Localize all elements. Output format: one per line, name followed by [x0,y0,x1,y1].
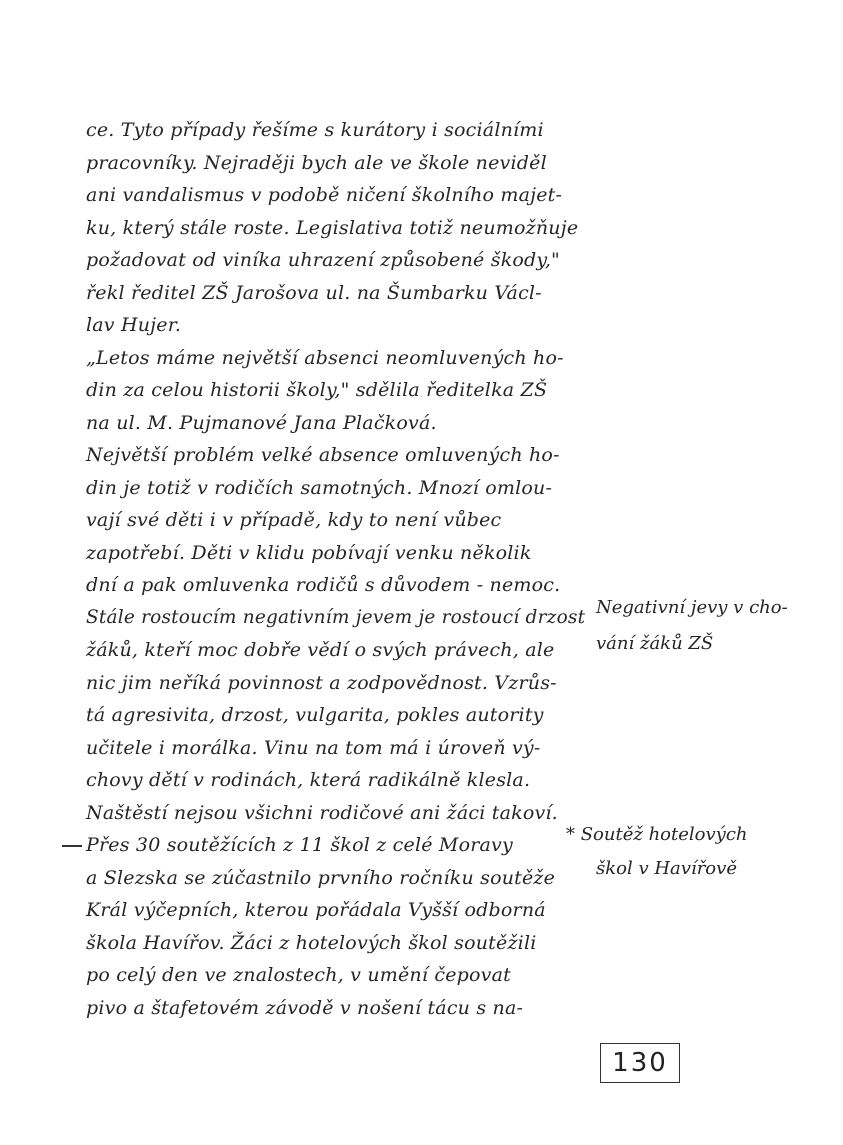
page-number: 130 [600,1043,680,1083]
text-line: vají své děti i v případě, kdy to není vůbec [86,509,502,531]
text-line: ce. Tyto případy řešíme s kurátory i sociálními [86,119,544,141]
text-line: řekl ředitel ZŠ Jarošova ul. na Šumbarku Václ- [86,281,542,304]
text-line: „Letos máme největší absenci neomluvených ho- [86,346,564,369]
text-line: požadovat od viníka uhrazení způsobené škody," [86,249,560,271]
text-line: žáků, kteří moc dobře vědí o svých právech, ale [86,639,555,661]
text-line: lav Hujer. [86,314,182,336]
text-line: tá agresivita, drzost, vulgarita, pokles autority [86,704,544,726]
text-line: pivo a štafetovém závodě v nošení tácu s na- [86,996,524,1019]
margin-note: * Soutěž hotelových [566,823,748,845]
text-line: Naštěstí nejsou všichni rodičové ani žáci takoví. [86,801,558,824]
text-line: na ul. M. Pujmanové Jana Plačková. [86,411,437,434]
text-line: učitele i morálka. Vinu na tom má i úroveň vý- [86,736,541,759]
margin-note: škol v Havířově [596,858,737,879]
section-dash [62,845,82,847]
text-line: Stále rostoucím negativním jevem je rostoucí drzost [86,606,586,628]
margin-note: vání žáků ZŠ [596,633,714,654]
text-line: ani vandalismus v podobě ničení školního majet- [86,184,563,206]
text-line: nic jim neříká povinnost a zodpovědnost. Vzrůs- [86,671,557,694]
text-line: zapotřebí. Děti v klidu pobívají venku několik [86,541,532,564]
text-line: din za celou historii školy," sdělila ředitelka ZŠ [86,379,548,401]
text-line: ku, který stále roste. Legislativa totiž neumožňuje [86,216,579,239]
text-line: din je totiž v rodičích samotných. Mnozí omlou- [86,476,553,499]
text-line: Král výčepních, kterou pořádala Vyšší odborná [86,899,546,921]
text-line: chovy dětí v rodinách, která radikálně klesla. [86,769,531,791]
text-line: Největší problém velké absence omluvených ho- [86,444,560,466]
text-line: dní a pak omluvenka rodičů s důvodem - nemoc. [86,574,561,596]
text-line: po celý den ve znalostech, v umění čepovat [86,964,511,986]
text-line: Přes 30 soutěžících z 11 škol z celé Moravy [86,834,513,856]
text-line: a Slezska se zúčastnilo prvního ročníku soutěže [86,866,556,889]
margin-note: Negativní jevy v cho- [596,596,788,618]
text-line: pracovníky. Nejraději bych ale ve škole neviděl [86,151,547,174]
text-line: škola Havířov. Žáci z hotelových škol soutěžili [86,931,537,954]
